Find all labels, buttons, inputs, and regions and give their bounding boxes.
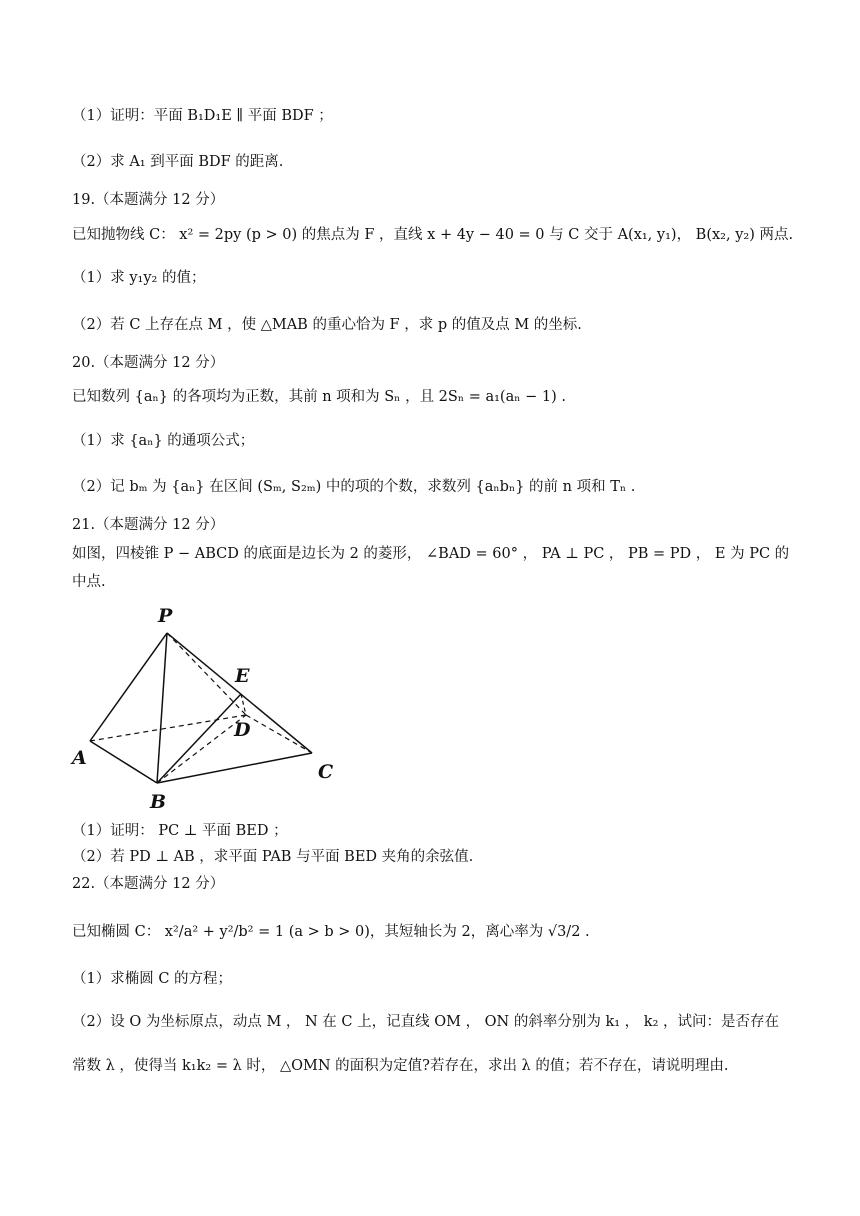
edge-BD [157,715,246,783]
q18-part1: （1）证明：平面 B₁D₁E ∥ 平面 BDF ； [72,108,333,124]
edge-AB [90,741,157,783]
q20-stem: 已知数列 {aₙ} 的各项均为正数，其前 n 项和为 Sₙ ，且 2Sₙ = a₁(aₙ − 1) . [72,389,566,405]
pyramid-figure [66,596,346,816]
q19-heading: 19.（本题满分 12 分） [72,192,225,208]
q21-stem: 如图，四棱锥 P − ABCD 的底面是边长为 2 的菱形， ∠BAD = 60° ， PA ⊥ PC ， PB = PD ， E 为 PC 的中点. [72,546,790,590]
label-C: C [318,761,334,783]
q20-part2: （2）记 bₘ 为 {aₙ} 在区间 (Sₘ, S₂ₘ) 中的项的个数，求数列 {aₙbₙ} 的前 n 项和 Tₙ . [72,479,636,495]
q22-stem: 已知椭圆 C： x²/a² + y²/b² = 1 (a > b > 0)，其短轴长为 2，离心率为 √3/2 . [72,924,590,940]
edge-DC [246,715,312,753]
q21-heading: 21.（本题满分 12 分） [72,517,225,533]
label-P: P [158,605,173,627]
q22-part1: （1）求椭圆 C 的方程； [72,971,233,987]
q20-heading: 20.（本题满分 12 分） [72,355,225,371]
label-E: E [235,665,250,687]
edge-AD [90,715,246,741]
q22-part2: （2）设 O 为坐标原点，动点 M ， N 在 C 上，记直线 OM ， ON 的斜率分别为 k₁ ， k₂ ，试问：是否存在常数 λ ，使得当 k₁k₂ = λ 时， △OMN 的面积为定值?若存在，求出 λ 的值；若不存在，请说明理由. [72,1014,779,1074]
q21-part2: （2）若 PD ⊥ AB ，求平面 PAB 与平面 BED 夹角的余弦值. [72,849,474,865]
pyramid-diagram [66,596,346,816]
q19-part1: （1）求 y₁y₂ 的值； [72,270,206,286]
q20-part1: （1）求 {aₙ} 的通项公式； [72,433,255,449]
edge-PA [90,633,167,741]
q21-part1: （1）证明： PC ⊥ 平面 BED ； [72,823,288,839]
q19-part2: （2）若 C 上存在点 M ，使 △MAB 的重心恰为 F ，求 p 的值及点 M 的坐标. [72,317,582,333]
q18-part2: （2）求 A₁ 到平面 BDF 的距离. [72,154,284,170]
label-B: B [150,791,167,813]
q22-heading: 22.（本题满分 12 分） [72,876,225,892]
label-A: A [72,747,87,769]
label-D: D [234,719,251,741]
q19-stem: 已知抛物线 C： x² = 2py (p > 0) 的焦点为 F ，直线 x + 4y − 40 = 0 与 C 交于 A(x₁, y₁)， B(x₂, y₂) 两点. [72,227,794,243]
edge-PB [157,633,167,783]
